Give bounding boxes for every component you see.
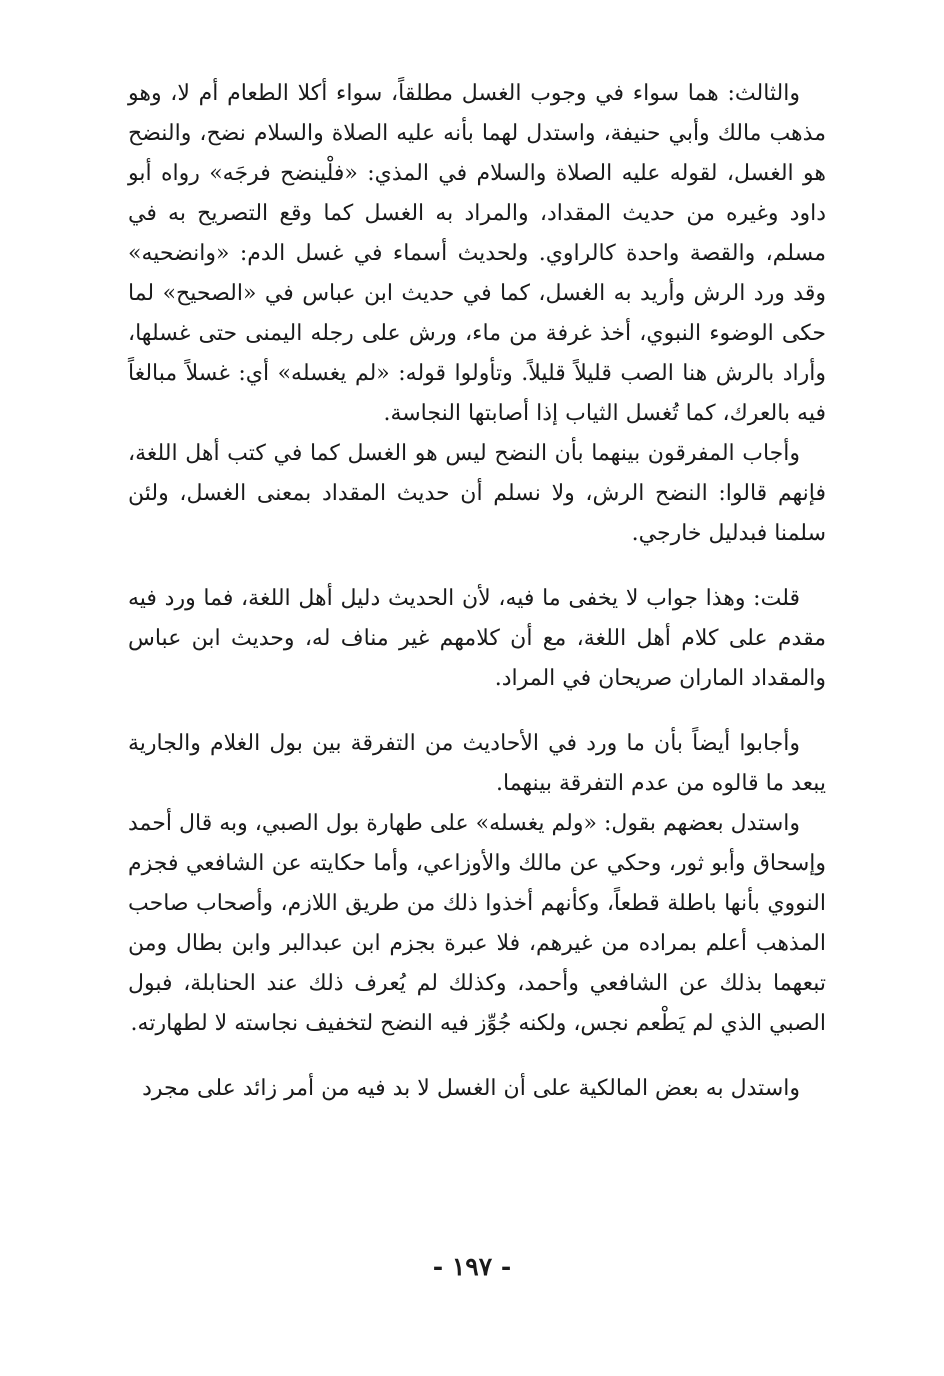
paragraph-4: وأجابوا أيضاً بأن ما ورد في الأحاديث من التفرقة بين بول الغلام والجارية يبعد ما قالوه من عدم التفرقة بينهما.: [128, 731, 826, 796]
paragraph-1: والثالث: هما سواء في وجوب الغسل مطلقاً، سواء أكلا الطعام أم لا، وهو مذهب مالك وأبي حنيفة، واستدل لهما بأنه عليه الصلاة والسلام نضح، والنضح هو الغسل، لقوله عليه الصلاة والسلام في المذي: «فلْينضح فرجَه» رواه أبو داود وغيره من حديث المقداد، والمراد به الغسل كما وقع التصريح به في مسلم، والقصة واحدة كالراوي. ولحديث أسماء في غسل الدم: «وانضحيه» وقد ورد الرش وأريد به الغسل، كما في حديث ابن عباس في «الصحيح» لما حكى الوضوء النبوي، أخذ غرفة من ماء، ورش على رجله اليمنى حتى غسلها، وأراد بالرش هنا الصب قليلاً قليلاً. وتأولوا قوله: «لم يغسله» أي: غسلاً مبالغاً فيه بالعرك، كما تُغسل الثياب إذا أصابتها النجاسة.: [128, 81, 826, 426]
page-number: - ١٩٧ -: [432, 1252, 512, 1281]
paragraph-2: وأجاب المفرقون بينهما بأن النضح ليس هو الغسل كما في كتب أهل اللغة، فإنهم قالوا: النضح الرش، ولا نسلم أن حديث المقداد بمعنى الغسل، ولئن سلمنا فبدليل خارجي.: [128, 441, 826, 546]
paragraph-6: واستدل به بعض المالكية على أن الغسل لا بد فيه من أمر زائد على مجرد: [142, 1076, 800, 1101]
paragraph-3: قلت: وهذا جواب لا يخفى ما فيه، لأن الحديث دليل أهل اللغة، فما ورد فيه مقدم على كلام أهل اللغة، مع أن كلامهم غير مناف له، وحديث ابن عباس والمقداد الماران صريحان في المراد.: [128, 586, 826, 691]
paragraph-5: واستدل بعضهم بقول: «ولم يغسله» على طهارة بول الصبي، وبه قال أحمد وإسحاق وأبو ثور، وحكي عن مالك والأوزاعي، وأما حكايته عن الشافعي فجزم النووي بأنها باطلة قطعاً، وكأنهم أخذوا ذلك من طريق اللازم، وأصحاب صاحب المذهب أعلم بمراده من غيرهم، فلا عبرة بجزم ابن عبدالبر وابن بطال ومن تبعهما بذلك عن الشافعي وأحمد، وكذلك لم يُعرف ذلك عند الحنابلة، فبول الصبي الذي لم يَطْعم نجس، ولكنه جُوِّز فيه النضح لتخفيف نجاسته لا لطهارته.: [128, 811, 826, 1036]
body-text: [128, 74, 826, 1109]
